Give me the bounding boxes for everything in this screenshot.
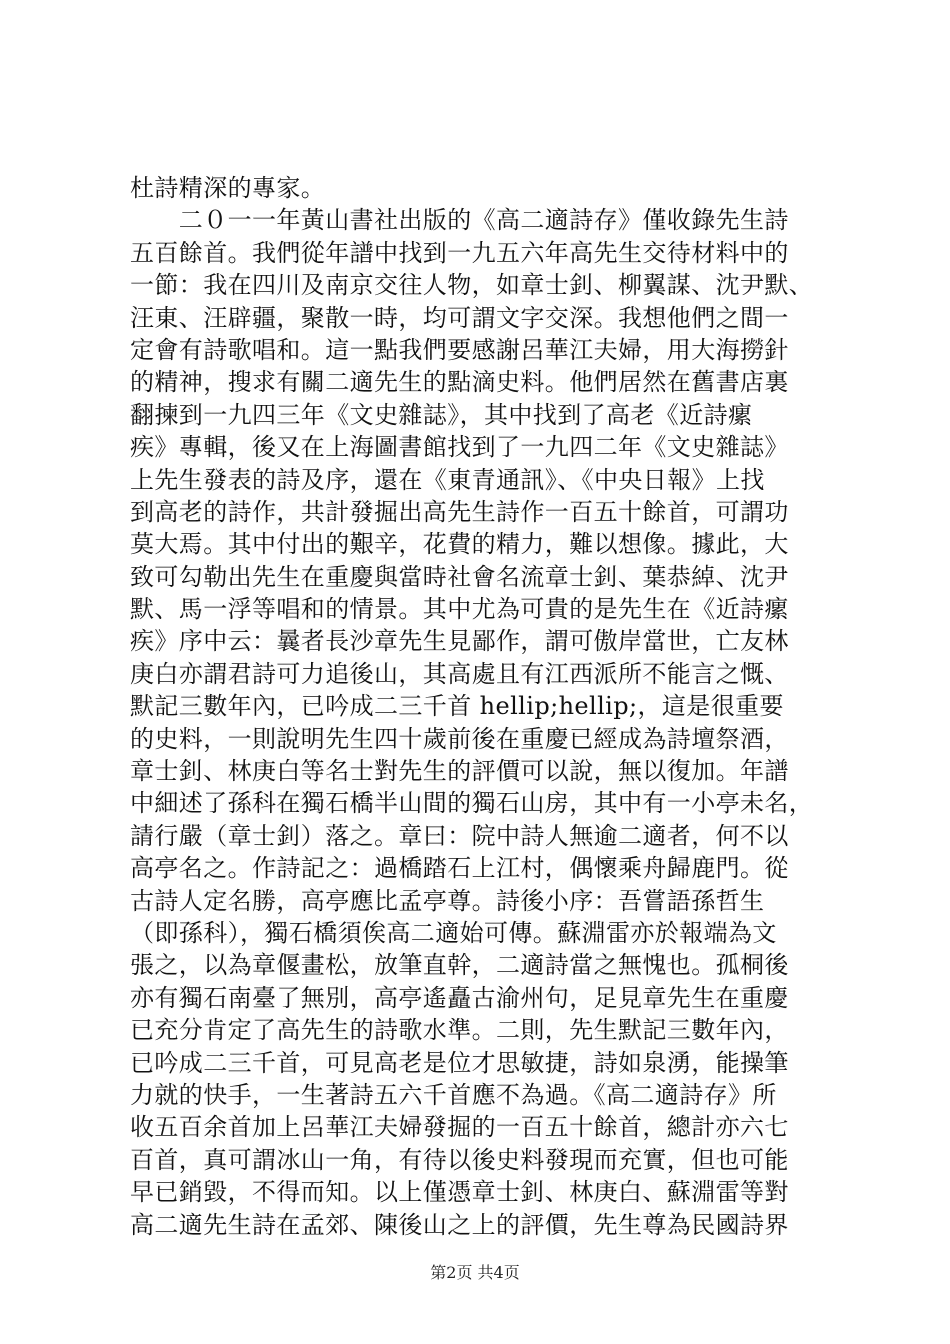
text-line: 請行嚴（章士釗）落之。章曰：院中詩人無逾二適者，何不以	[130, 821, 789, 850]
text-line: 杜詩精深的專家。	[130, 174, 326, 202]
text-line: 一節：我在四川及南京交往人物，如章士釗、柳翼謀、沈尹默、	[130, 271, 814, 300]
text-line: 莫大焉。其中付出的艱辛，花費的精力，難以想像。據此，大	[130, 530, 789, 559]
text-line: 五百餘首。我們從年譜中找到一九五六年高先生交待材料中的	[130, 238, 789, 267]
text-line: 默、馬一浮等唱和的情景。其中尤為可貴的是先生在《近詩瘰	[130, 595, 789, 624]
text-line: 默記三數年內，已吟成二三千首 hellip;hellip;，這是很重要	[130, 692, 784, 721]
text-line: 百首，真可謂冰山一角，有待以後史料發現而充實，但也可能	[130, 1145, 789, 1174]
text-line: 已吟成二三千首，可見高老是位才思敏捷，詩如泉湧，能操筆	[130, 1048, 789, 1077]
text-line: 翻揀到一九四三年《文史雜誌》，其中找到了高老《近詩瘰	[130, 400, 753, 429]
text-line: 早已銷毀，不得而知。以上僅憑章士釗、林庚白、蘇淵雷等對	[130, 1178, 789, 1207]
text-line: 張之，以為章偃畫松，放筆直幹，二適詩當之無愧也。孤桐後	[130, 951, 789, 980]
text-line: 章士釗、林庚白等名士對先生的評價可以說，無以復加。年譜	[130, 757, 789, 786]
text-line: 的史料，一則說明先生四十歲前後在重慶已經成為詩壇祭酒，	[130, 724, 789, 753]
text-line: 中細述了孫科在獨石橋半山間的獨石山房，其中有一小亭未名，	[130, 789, 814, 818]
text-line: 二０一一年黃山書社出版的《高二適詩存》僅收錄先生詩	[130, 206, 789, 235]
text-line: （即孫科），獨石橋須俟高二適始可傳。蘇淵雷亦於報端為文	[130, 918, 777, 947]
text-line: 致可勾勒出先生在重慶與當時社會名流章士釗、葉恭綽、沈尹	[130, 562, 789, 591]
text-line: 高亭名之。作詩記之：過橋踏石上江村，偶懷乘舟歸鹿門。從	[130, 854, 789, 883]
text-line: 汪東、汪辟疆，聚散一時，均可謂文字交深。我想他們之間一	[130, 303, 789, 332]
text-line: 力就的快手，一生著詩五六千首應不為過。《高二適詩存》所	[130, 1080, 777, 1109]
text-line: 到高老的詩作，共計發掘出高先生詩作一百五十餘首，可謂功	[130, 497, 789, 526]
text-line: 亦有獨石南臺了無別，高亭遙矗古渝州句，足見章先生在重慶	[130, 983, 789, 1012]
text-line: 高二適先生詩在孟郊、陳後山之上的評價，先生尊為民國詩界	[130, 1210, 789, 1239]
text-line: 已充分肯定了高先生的詩歌水準。二則，先生默記三數年內，	[130, 1016, 789, 1045]
page-number-footer: 第2页 共4页	[430, 1263, 520, 1282]
text-line: 收五百余首加上呂華江夫婦發掘的一百五十餘首，總計亦六七	[130, 1113, 789, 1142]
text-line: 疾》專輯，後又在上海圖書館找到了一九四二年《文史雜誌》	[130, 433, 789, 462]
text-line: 定會有詩歌唱和。這一點我們要感謝呂華江夫婦，用大海撈針	[130, 335, 789, 364]
body-text	[130, 172, 840, 1241]
text-line: 上先生發表的詩及序，還在《東青通訊》、《中央日報》上找	[130, 465, 765, 494]
text-line: 疾》序中云：曩者長沙章先生見鄙作，謂可傲岸當世，亡友林	[130, 627, 789, 656]
text-line: 的精神，搜求有關二適先生的點滴史料。他們居然在舊書店裏	[130, 368, 789, 397]
text-line: 庚白亦謂君詩可力追後山，其高處且有江西派所不能言之慨、	[130, 659, 789, 688]
text-line: 古詩人定名勝，高亭應比孟亭尊。詩後小序：吾嘗語孫哲生	[130, 886, 765, 915]
